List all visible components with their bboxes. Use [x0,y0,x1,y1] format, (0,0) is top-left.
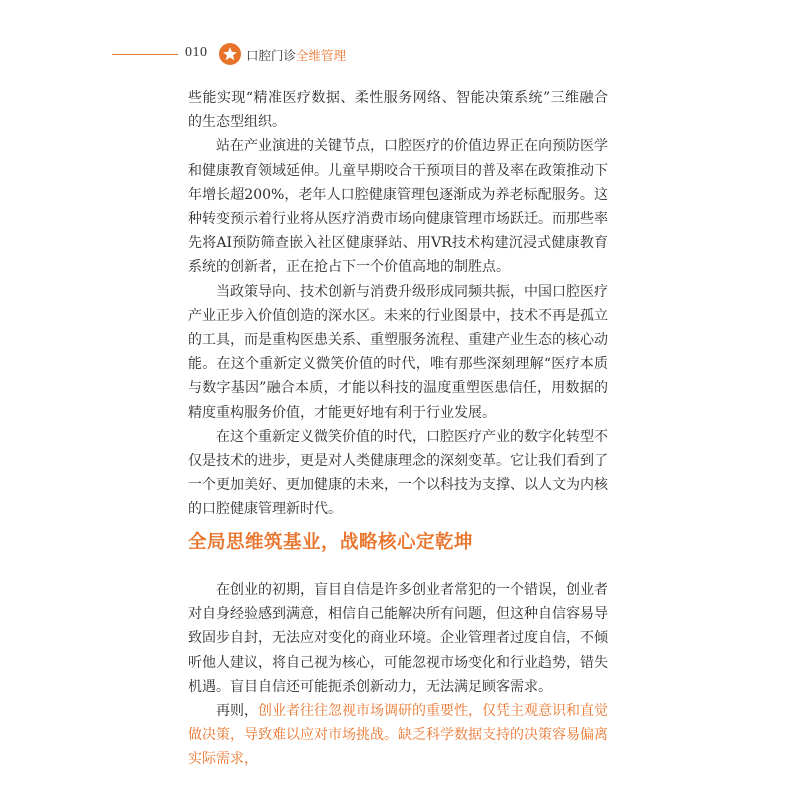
book-title [246,46,346,64]
section-heading: 全局思维筑基业，战略核心定乾坤 [188,532,474,553]
body-text-bottom [188,578,608,772]
running-header [112,42,392,68]
body-text-top [188,86,608,522]
paragraph-lead: 再则， [216,703,258,720]
paragraph: 在创业的初期，盲目自信是许多创业者常犯的一个错误，创业者对自身经验感到满意，相信自己能解决所有问题，但这种自信容易导致固步自封，无法应对变化的商业环境。企业管理者过度自信，不倾听他人建议，将自己视为核心，可能忽视市场变化和行业趋势，错失机遇。盲目自信还可能扼杀创新动力，无法满足顾客需求。 [188,582,608,695]
paragraph: 在这个重新定义微笑价值的时代，口腔医疗产业的数字化转型不仅是技术的进步，更是对人类健康理念的深刻变革。它让我们看到了一个更加美好、更加健康的未来，一个以科技为支撑、以人文为内核的口腔健康管理新时代。 [188,428,608,518]
paragraph: 些能实现“精准医疗数据、柔性服务网络、智能决策系统”三维融合的生态型组织。 [188,90,608,131]
highlighted-text: 创业者往往忽视市场调研的重要性，仅凭主观意识和直觉做决策，导致难以应对市场挑战。缺乏科学数据支持的决策容易偏离实际需求， [188,703,608,768]
page-number: 010 [185,45,208,60]
book-title-accent: 全维管理 [296,48,347,63]
star-icon [219,43,241,65]
paragraph: 当政策导向、技术创新与消费升级形成同频共振，中国口腔医疗产业正步入价值创造的深水区。未来的行业图景中，技术不再是孤立的工具，而是重构医患关系、重塑服务流程、重建产业生态的核心动能。在这个重新定义微笑价值的时代，唯有那些深刻理解“医疗本质与数字基因”融合本质，才能以科技的温度重塑医患信任，用数据的精度重构服务价值，才能更好地有利于行业发展。 [188,283,608,421]
paragraph-highlighted [188,699,608,772]
book-title-prefix: 口腔门诊 [246,48,297,63]
paragraph: 站在产业演进的关键节点，口腔医疗的价值边界正在向预防医学和健康教育领域延伸。儿童早期咬合干预项目的普及率在政策推动下年增长超200%，老年人口腔健康管理包逐渐成为养老标配服务。这种转变预示着行业将从医疗消费市场向健康管理市场跃迁。而那些率先将AI预防筛查嵌入社区健康驿站、用VR技术构建沉浸式健康教育系统的创新者，正在抢占下一个价值高地的制胜点。 [188,138,608,276]
header-rule [112,54,178,55]
